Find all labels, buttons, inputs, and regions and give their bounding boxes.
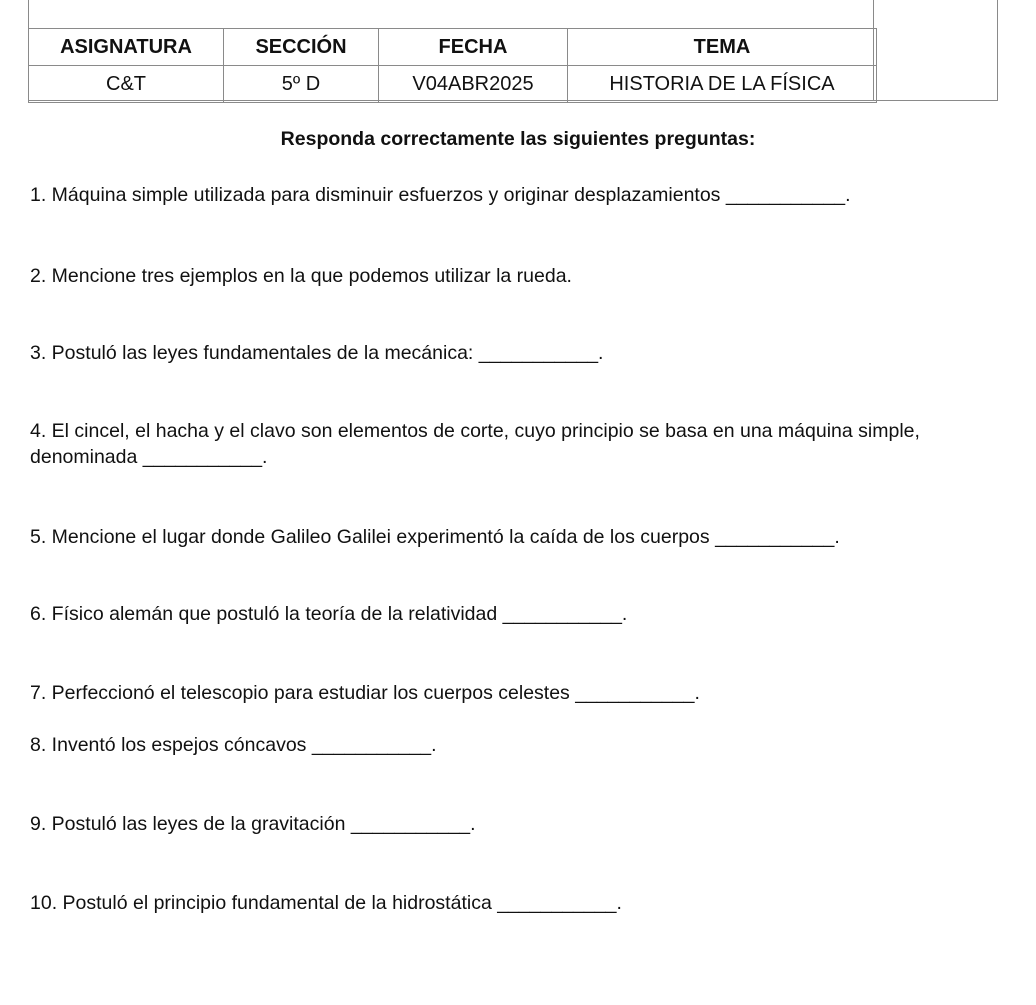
question-text: 6. Físico alemán que postuló la teoría de la relatividad [30,603,498,625]
header-table [28,28,877,103]
question-text: 3. Postuló las leyes fundamentales de la mecánica: [30,342,474,364]
question-text: 7. Perfeccionó el telescopio para estudiar los cuerpos celestes [30,682,570,704]
value-tema: HISTORIA DE LA FÍSICA [568,66,877,103]
instructions-heading: Responda correctamente las siguientes preguntas: [280,128,756,150]
header-seccion: SECCIÓN [224,29,379,66]
question-text: 4. El cincel, el hacha y el clavo son elementos de corte, cuyo principio se basa en una máquina simple, denominada [30,420,920,468]
question-text: 2. Mencione tres ejemplos en la que podemos utilizar la rueda. [30,265,572,287]
value-seccion: 5º D [224,66,379,103]
question-text: 1. Máquina simple utilizada para disminuir esfuerzos y originar desplazamientos [30,184,721,206]
question-text: 10. Postuló el principio fundamental de la hidrostática [30,892,492,914]
question-6 [30,601,1005,627]
question-5 [30,524,1005,550]
question-9 [30,811,1005,837]
value-asignatura: C&T [29,66,224,103]
answer-blank[interactable]: ___________. [715,526,840,548]
answer-blank[interactable]: ___________. [502,603,628,625]
answer-blank[interactable]: ___________. [350,813,476,835]
question-8 [30,732,1005,758]
question-3 [30,340,1005,366]
question-4 [30,418,1005,470]
answer-blank[interactable]: ___________. [497,892,622,914]
question-2 [30,263,1005,289]
answer-blank[interactable]: ___________. [575,682,700,704]
value-fecha: V04ABR2025 [379,66,568,103]
question-text: 9. Postuló las leyes de la gravitación [30,813,346,835]
header-logo-box [873,0,998,101]
header-fecha: FECHA [379,29,568,66]
answer-blank[interactable]: ___________. [311,734,437,756]
answer-blank[interactable]: ___________. [478,342,604,364]
question-7 [30,680,1005,706]
answer-blank[interactable]: ___________. [142,446,268,468]
question-1 [30,182,1005,208]
header-tema: TEMA [568,29,877,66]
answer-blank[interactable]: ___________. [725,184,851,206]
values-row [29,66,877,103]
question-text: 8. Inventó los espejos cóncavos [30,734,307,756]
question-text: 5. Mencione el lugar donde Galileo Galilei experimentó la caída de los cuerpos [30,526,710,548]
header-row [29,29,877,66]
question-10 [30,890,1005,916]
header-asignatura: ASIGNATURA [29,29,224,66]
